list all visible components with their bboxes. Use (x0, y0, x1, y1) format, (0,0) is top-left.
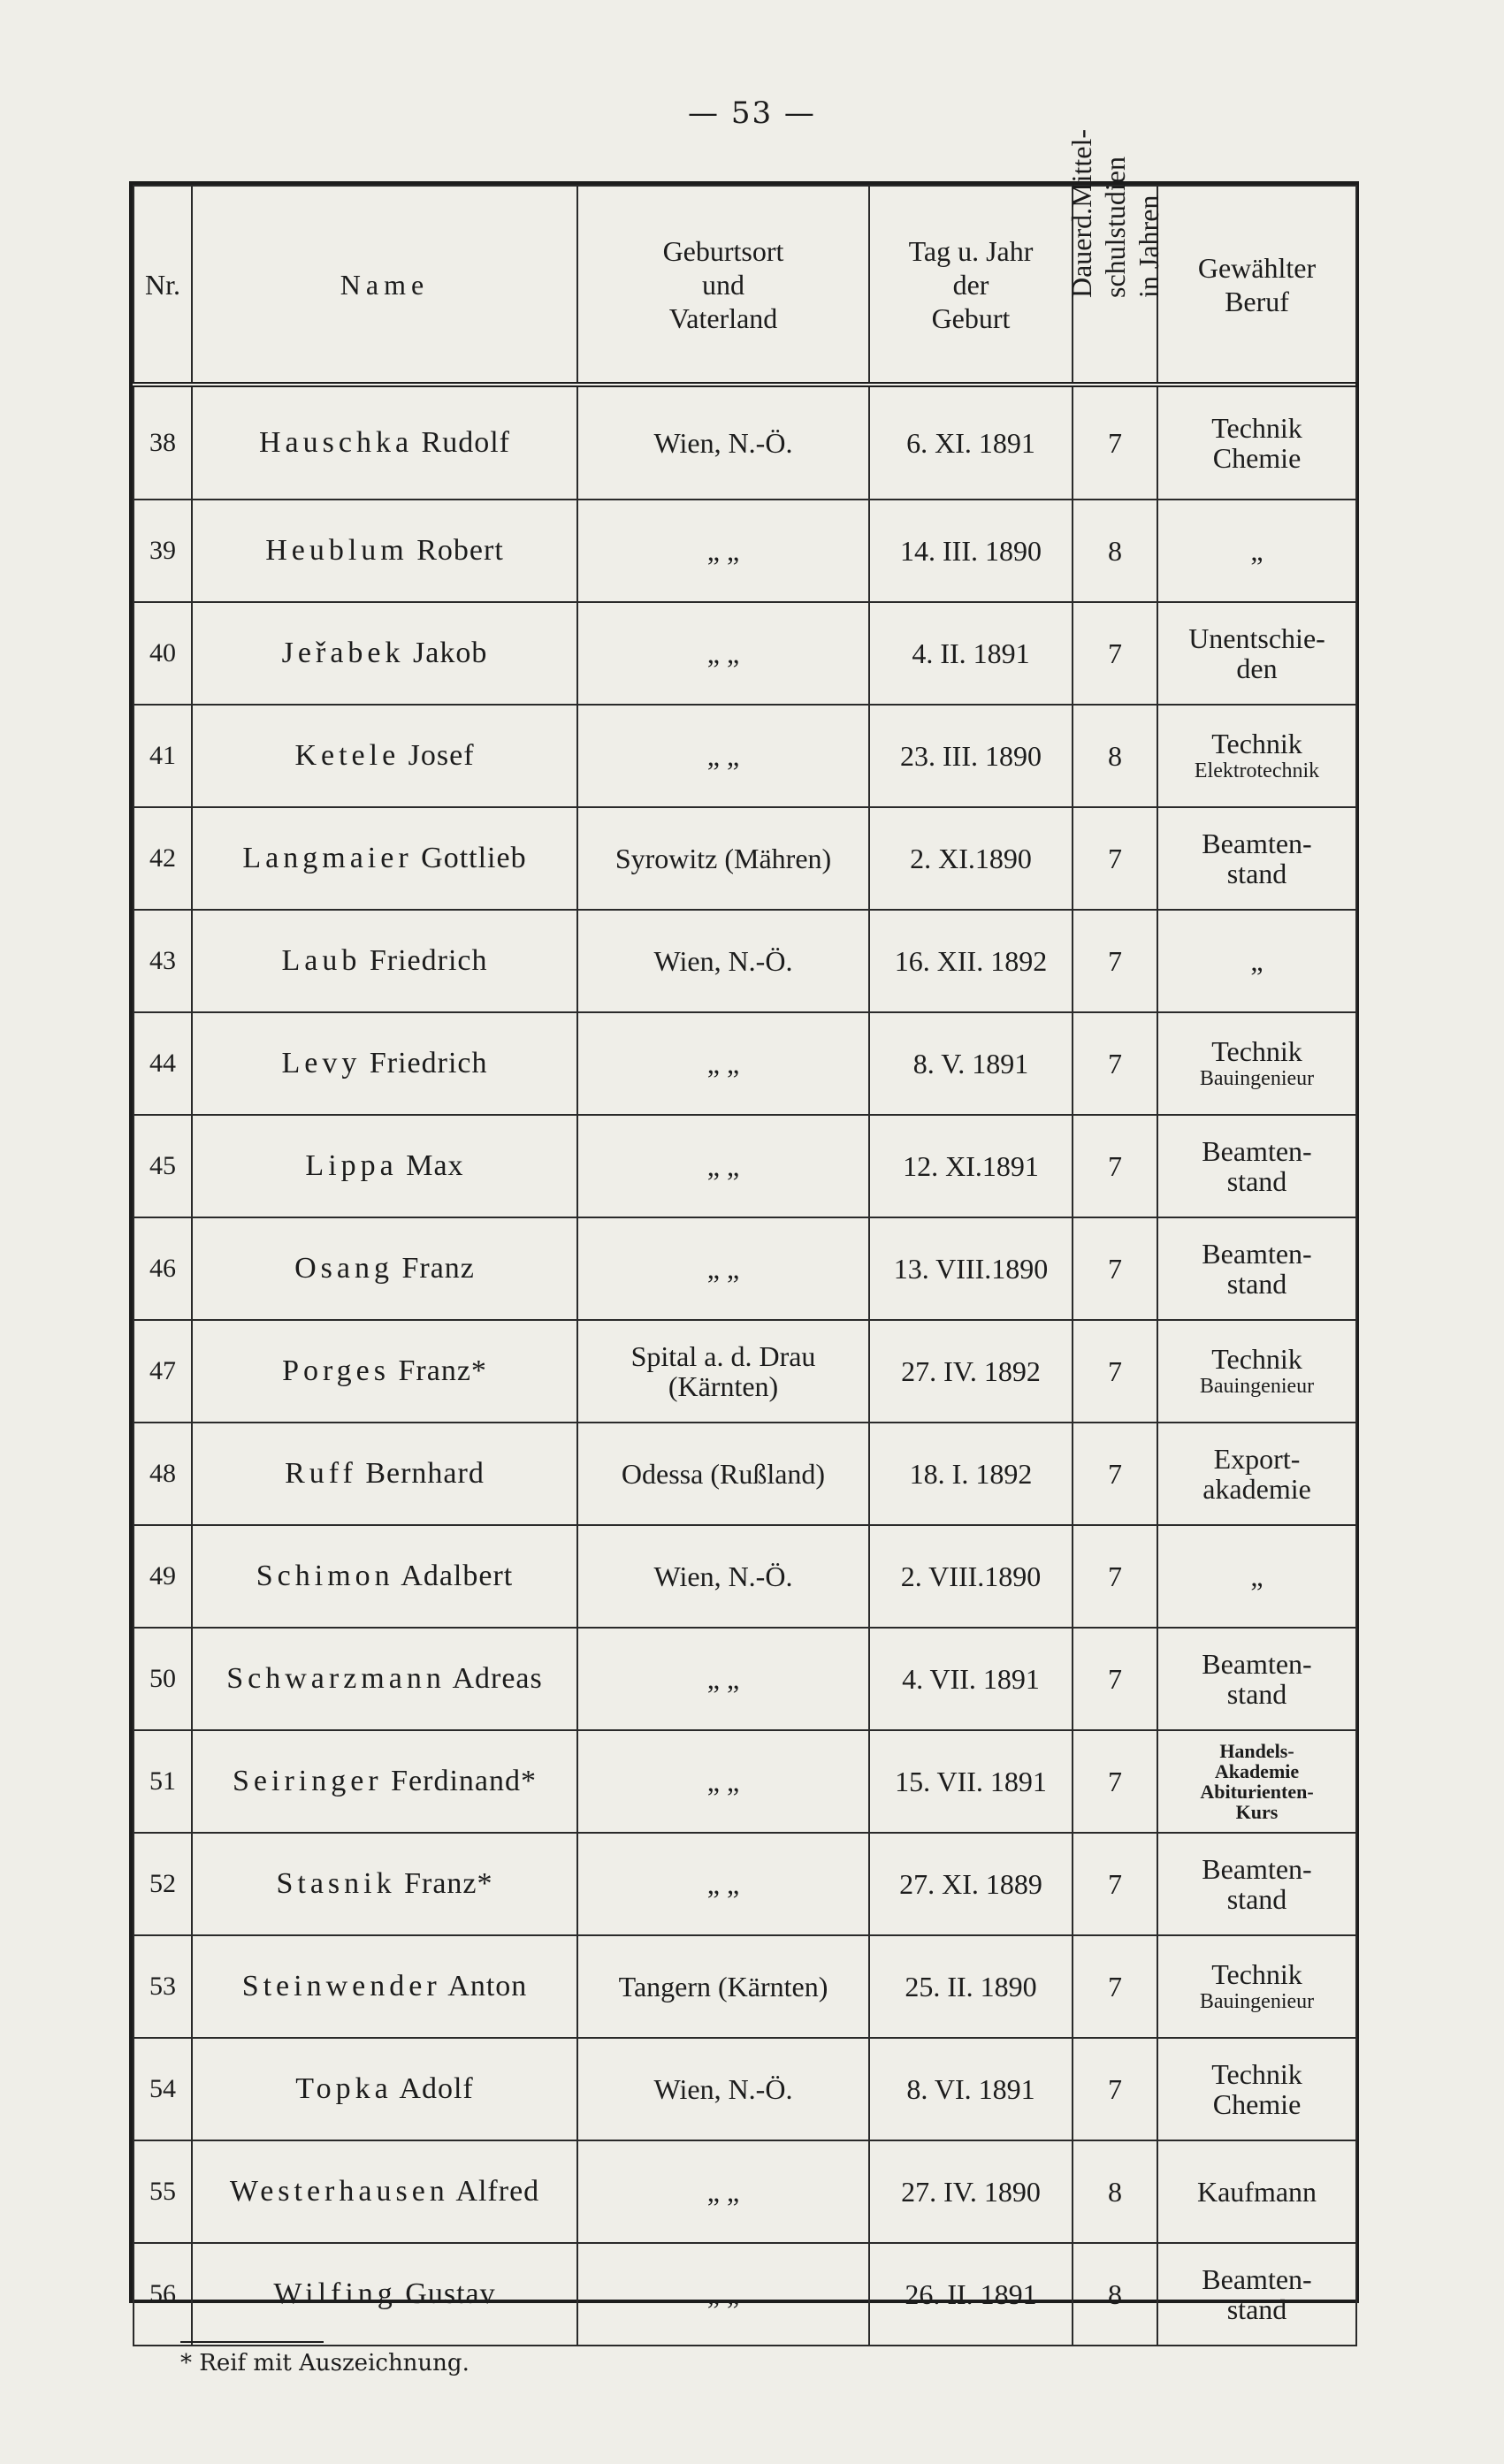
row-beruf (1157, 2243, 1356, 2346)
row-given-name: Ferdinand* (391, 1765, 537, 1797)
row-dauer: 8 (1073, 500, 1157, 602)
geburtsort-line1: „ „ (706, 740, 740, 772)
table-row (134, 1217, 1356, 1320)
beruf-line2: stand (1226, 1678, 1287, 1710)
row-dauer: 7 (1073, 385, 1157, 500)
beruf-line2: Chemie (1212, 442, 1302, 474)
row-dauer: 7 (1073, 1320, 1157, 1423)
table-row (134, 500, 1356, 602)
row-geburtstag: 2. VIII.1890 (869, 1525, 1073, 1628)
row-nr: 51 (134, 1730, 192, 1833)
geburtsort-line1: Wien, N.-Ö. (653, 2073, 793, 2105)
row-dauer: 7 (1073, 1115, 1157, 1217)
beruf-line2: den (1236, 652, 1278, 684)
row-nr: 47 (134, 1320, 192, 1423)
row-name (192, 1217, 577, 1320)
row-name (192, 1833, 577, 1935)
beruf-line1: „ (1250, 1560, 1264, 1592)
row-given-name: Alfred (455, 2175, 540, 2208)
beruf-line1: Technik (1211, 1343, 1302, 1375)
row-given-name: Franz* (398, 1354, 487, 1387)
row-geburtsort (577, 500, 869, 602)
geburtsort-line1: „ „ (706, 1048, 740, 1079)
row-surname: Langmaier (242, 842, 413, 874)
row-name (192, 1115, 577, 1217)
row-geburtstag: 4. VII. 1891 (869, 1628, 1073, 1730)
row-geburtsort (577, 385, 869, 500)
row-dauer: 8 (1073, 2243, 1157, 2346)
row-surname: Levy (281, 1047, 362, 1079)
beruf-line2: Bauingenieur (1199, 1990, 1315, 2013)
geburtsort-line1: Spital a. d. Drau (630, 1340, 816, 1372)
table-row (134, 2140, 1356, 2243)
row-geburtsort (577, 1115, 869, 1217)
row-name (192, 2243, 577, 2346)
row-nr: 54 (134, 2038, 192, 2140)
row-surname: Schwarzmann (226, 1662, 446, 1695)
row-geburtstag: 27. IV. 1890 (869, 2140, 1073, 2243)
footnote-rule (180, 2341, 324, 2343)
row-geburtstag: 18. I. 1892 (869, 1423, 1073, 1525)
row-dauer: 7 (1073, 1833, 1157, 1935)
row-name (192, 1012, 577, 1115)
row-beruf (1157, 2140, 1356, 2243)
row-dauer: 8 (1073, 2140, 1157, 2243)
table-row (134, 1935, 1356, 2038)
row-geburtsort (577, 1628, 869, 1730)
row-geburtstag: 4. II. 1891 (869, 602, 1073, 705)
header-geburtstag-line2: der (952, 268, 989, 301)
header-geburtsort-line1: Geburtsort (662, 234, 784, 267)
row-geburtstag: 6. XI. 1891 (869, 385, 1073, 500)
beruf-line2: Chemie (1212, 2088, 1302, 2120)
geburtsort-line1: Odessa (Rußland) (621, 1458, 826, 1490)
beruf-line1: Handels- (1219, 1740, 1294, 1762)
row-geburtsort (577, 2140, 869, 2243)
row-given-name: Jakob (413, 637, 488, 669)
beruf-line1: Beamten- (1202, 828, 1312, 859)
header-geburtstag-line1: Tag u. Jahr (908, 234, 1034, 267)
geburtsort-line1: „ „ (706, 1150, 740, 1182)
row-nr: 44 (134, 1012, 192, 1115)
row-surname: Porges (282, 1354, 391, 1387)
row-beruf (1157, 1833, 1356, 1935)
row-nr: 38 (134, 385, 192, 500)
table-row (134, 602, 1356, 705)
geburtsort-line1: „ „ (706, 637, 740, 669)
geburtsort-line1: Wien, N.-Ö. (653, 427, 793, 459)
geburtsort-line1: Wien, N.-Ö. (653, 945, 793, 977)
row-nr: 56 (134, 2243, 192, 2346)
beruf-line2: stand (1226, 858, 1287, 889)
row-beruf (1157, 1525, 1356, 1628)
table-row (134, 2243, 1356, 2346)
geburtsort-line1: „ „ (706, 2176, 740, 2208)
beruf-line2: Bauingenieur (1199, 1375, 1315, 1398)
row-surname: Hauschka (258, 426, 414, 459)
row-geburtsort (577, 1320, 869, 1423)
beruf-line1: „ (1250, 945, 1264, 977)
beruf-line2: stand (1226, 1165, 1287, 1197)
table-row (134, 1525, 1356, 1628)
row-dauer: 7 (1073, 1935, 1157, 2038)
table-row (134, 910, 1356, 1012)
row-name (192, 1525, 577, 1628)
row-surname: Lippa (305, 1149, 398, 1182)
beruf-line3: Abiturienten- (1200, 1781, 1314, 1803)
beruf-line1: Beamten- (1202, 2263, 1312, 2295)
row-geburtsort (577, 705, 869, 807)
row-name (192, 1935, 577, 2038)
row-surname: Ruff (285, 1457, 357, 1490)
beruf-line1: Beamten- (1202, 1853, 1312, 1885)
row-beruf (1157, 1012, 1356, 1115)
header-dauer-line3: in Jahren (1133, 195, 1164, 298)
beruf-line1: „ (1250, 535, 1264, 567)
row-given-name: Adalbert (401, 1560, 514, 1592)
row-geburtsort (577, 602, 869, 705)
row-given-name: Robert (416, 534, 504, 567)
table-row (134, 1423, 1356, 1525)
row-geburtstag: 15. VII. 1891 (869, 1730, 1073, 1833)
row-beruf (1157, 1935, 1356, 2038)
row-name (192, 705, 577, 807)
row-surname: Laub (281, 944, 362, 977)
beruf-line2: stand (1226, 1268, 1287, 1300)
beruf-line2: stand (1226, 1883, 1287, 1915)
beruf-line1: Export- (1213, 1443, 1301, 1475)
beruf-line4: Kurs (1235, 1801, 1279, 1823)
row-surname: Seiringer (233, 1765, 383, 1797)
row-beruf (1157, 705, 1356, 807)
row-given-name: Rudolf (421, 426, 510, 459)
row-surname: Schimon (256, 1560, 394, 1592)
row-beruf (1157, 602, 1356, 705)
row-geburtstag: 8. VI. 1891 (869, 2038, 1073, 2140)
row-dauer: 7 (1073, 1628, 1157, 1730)
geburtsort-line1: Tangern (Kärnten) (618, 1971, 828, 2002)
geburtsort-line1: „ „ (706, 1766, 740, 1797)
beruf-line2: Bauingenieur (1199, 1067, 1315, 1090)
row-nr: 40 (134, 602, 192, 705)
header-beruf-line2: Beruf (1225, 285, 1289, 317)
row-nr: 50 (134, 1628, 192, 1730)
table-row (134, 1833, 1356, 1935)
row-beruf (1157, 1115, 1356, 1217)
geburtsort-line1: „ „ (706, 1663, 740, 1695)
row-given-name: Adolf (399, 2072, 474, 2105)
row-given-name: Friedrich (369, 1047, 488, 1079)
beruf-line1: Technik (1211, 412, 1302, 444)
beruf-line1: Technik (1211, 728, 1302, 759)
beruf-line1: Unentschie- (1188, 622, 1325, 654)
row-dauer: 7 (1073, 807, 1157, 910)
row-dauer: 7 (1073, 2038, 1157, 2140)
header-dauer-rotated (1065, 128, 1165, 298)
row-beruf (1157, 385, 1356, 500)
header-name: Name (192, 186, 577, 385)
table-row (134, 385, 1356, 500)
row-dauer: 8 (1073, 705, 1157, 807)
header-dauer (1065, 128, 1164, 385)
beruf-line1: Beamten- (1202, 1238, 1312, 1270)
beruf-line2: stand (1226, 2293, 1287, 2325)
table-row (134, 807, 1356, 910)
row-surname: Heublum (265, 534, 408, 567)
row-beruf (1157, 910, 1356, 1012)
row-beruf (1157, 1320, 1356, 1423)
row-nr: 49 (134, 1525, 192, 1628)
header-geburtstag (869, 186, 1073, 385)
geburtsort-line2: (Kärnten) (668, 1370, 779, 1402)
row-name (192, 1730, 577, 1833)
row-nr: 43 (134, 910, 192, 1012)
row-beruf (1157, 807, 1356, 910)
row-nr: 53 (134, 1935, 192, 2038)
row-nr: 41 (134, 705, 192, 807)
row-dauer: 7 (1073, 1525, 1157, 1628)
header-geburtsort-line2: und (702, 268, 744, 301)
row-geburtstag: 13. VIII.1890 (869, 1217, 1073, 1320)
row-geburtsort (577, 1012, 869, 1115)
row-geburtsort (577, 1730, 869, 1833)
row-geburtstag: 26. II. 1891 (869, 2243, 1073, 2346)
row-geburtsort (577, 2243, 869, 2346)
row-surname: Stasnik (276, 1867, 396, 1900)
row-surname: Topka (295, 2072, 393, 2105)
header-geburtstag-line3: Geburt (931, 301, 1011, 334)
row-nr: 45 (134, 1115, 192, 1217)
row-geburtstag: 23. III. 1890 (869, 705, 1073, 807)
row-nr: 42 (134, 807, 192, 910)
header-dauer-line1: Dauerd.Mittel- (1065, 128, 1097, 298)
row-given-name: Franz (401, 1252, 475, 1285)
row-given-name: Bernhard (365, 1457, 485, 1490)
row-dauer: 7 (1073, 1730, 1157, 1833)
page-number: — 53 — (688, 95, 816, 131)
row-given-name: Adreas (452, 1662, 543, 1695)
header-dauer-line2: schulstudien (1099, 156, 1131, 298)
beruf-line1: Technik (1211, 1035, 1302, 1067)
row-geburtstag: 12. XI.1891 (869, 1115, 1073, 1217)
geburtsort-line1: Syrowitz (Mähren) (615, 843, 832, 874)
row-given-name: Josef (408, 739, 475, 772)
row-geburtsort (577, 1833, 869, 1935)
row-geburtstag: 16. XII. 1892 (869, 910, 1073, 1012)
table-row (134, 1012, 1356, 1115)
header-row (134, 186, 1356, 385)
row-geburtsort (577, 1935, 869, 2038)
row-surname: Westerhausen (229, 2175, 449, 2208)
beruf-line1: Kaufmann (1196, 2176, 1317, 2208)
row-dauer: 7 (1073, 910, 1157, 1012)
table-row (134, 1320, 1356, 1423)
table-row (134, 2038, 1356, 2140)
row-geburtsort (577, 1217, 869, 1320)
row-geburtsort (577, 807, 869, 910)
geburtsort-line1: „ „ (706, 1253, 740, 1285)
header-geburtsort-line3: Vaterland (668, 301, 778, 334)
row-name (192, 910, 577, 1012)
beruf-line1: Beamten- (1202, 1648, 1312, 1680)
header-beruf (1157, 186, 1356, 385)
table-row (134, 1115, 1356, 1217)
row-surname: Wilfing (273, 2277, 397, 2310)
row-geburtstag: 2. XI.1890 (869, 807, 1073, 910)
row-nr: 48 (134, 1423, 192, 1525)
row-geburtsort (577, 1525, 869, 1628)
row-surname: Steinwender (241, 1970, 441, 2002)
row-name (192, 602, 577, 705)
header-beruf-line1: Gewählter (1197, 251, 1317, 284)
row-dauer: 7 (1073, 602, 1157, 705)
row-name (192, 1320, 577, 1423)
geburtsort-line1: „ „ (706, 535, 740, 567)
row-geburtstag: 25. II. 1890 (869, 1935, 1073, 2038)
row-surname: Osang (294, 1252, 393, 1285)
header-geburtsort (577, 186, 869, 385)
student-register-table (133, 128, 1357, 2346)
beruf-line2: Akademie (1214, 1760, 1300, 1782)
row-nr: 55 (134, 2140, 192, 2243)
row-name (192, 385, 577, 500)
row-surname: Ketele (294, 739, 401, 772)
table-row (134, 705, 1356, 807)
row-beruf (1157, 1628, 1356, 1730)
row-given-name: Franz* (404, 1867, 493, 1900)
row-name (192, 807, 577, 910)
row-beruf (1157, 1423, 1356, 1525)
row-dauer: 7 (1073, 1012, 1157, 1115)
geburtsort-line1: „ „ (706, 1868, 740, 1900)
row-geburtstag: 27. XI. 1889 (869, 1833, 1073, 1935)
row-beruf (1157, 500, 1356, 602)
row-dauer: 7 (1073, 1423, 1157, 1525)
row-beruf (1157, 2038, 1356, 2140)
beruf-line1: Technik (1211, 2058, 1302, 2090)
row-given-name: Gottlieb (421, 842, 527, 874)
row-given-name: Friedrich (369, 944, 488, 977)
row-name (192, 1423, 577, 1525)
footnote: * Reif mit Auszeichnung. (180, 2350, 470, 2376)
geburtsort-line1: „ „ (706, 2278, 740, 2310)
row-name (192, 1628, 577, 1730)
table-row (134, 1628, 1356, 1730)
row-given-name: Max (406, 1149, 464, 1182)
row-given-name: Anton (447, 1970, 528, 2002)
row-dauer: 7 (1073, 1217, 1157, 1320)
row-geburtsort (577, 1423, 869, 1525)
row-geburtstag: 27. IV. 1892 (869, 1320, 1073, 1423)
row-surname: Jeřabek (281, 637, 405, 669)
row-nr: 39 (134, 500, 192, 602)
row-geburtsort (577, 910, 869, 1012)
beruf-line2: akademie (1202, 1473, 1311, 1505)
row-geburtstag: 8. V. 1891 (869, 1012, 1073, 1115)
beruf-line2: Elektrotechnik (1194, 759, 1320, 782)
geburtsort-line1: Wien, N.-Ö. (653, 1560, 793, 1592)
row-name (192, 2140, 577, 2243)
row-nr: 46 (134, 1217, 192, 1320)
row-nr: 52 (134, 1833, 192, 1935)
row-geburtsort (577, 2038, 869, 2140)
row-name (192, 2038, 577, 2140)
table-row (134, 1730, 1356, 1833)
row-given-name: Gustav (405, 2277, 496, 2310)
header-nr: Nr. (134, 186, 192, 385)
row-beruf (1157, 1217, 1356, 1320)
row-geburtstag: 14. III. 1890 (869, 500, 1073, 602)
beruf-line1: Technik (1211, 1958, 1302, 1990)
row-name (192, 500, 577, 602)
beruf-line1: Beamten- (1202, 1135, 1312, 1167)
row-beruf (1157, 1730, 1356, 1833)
